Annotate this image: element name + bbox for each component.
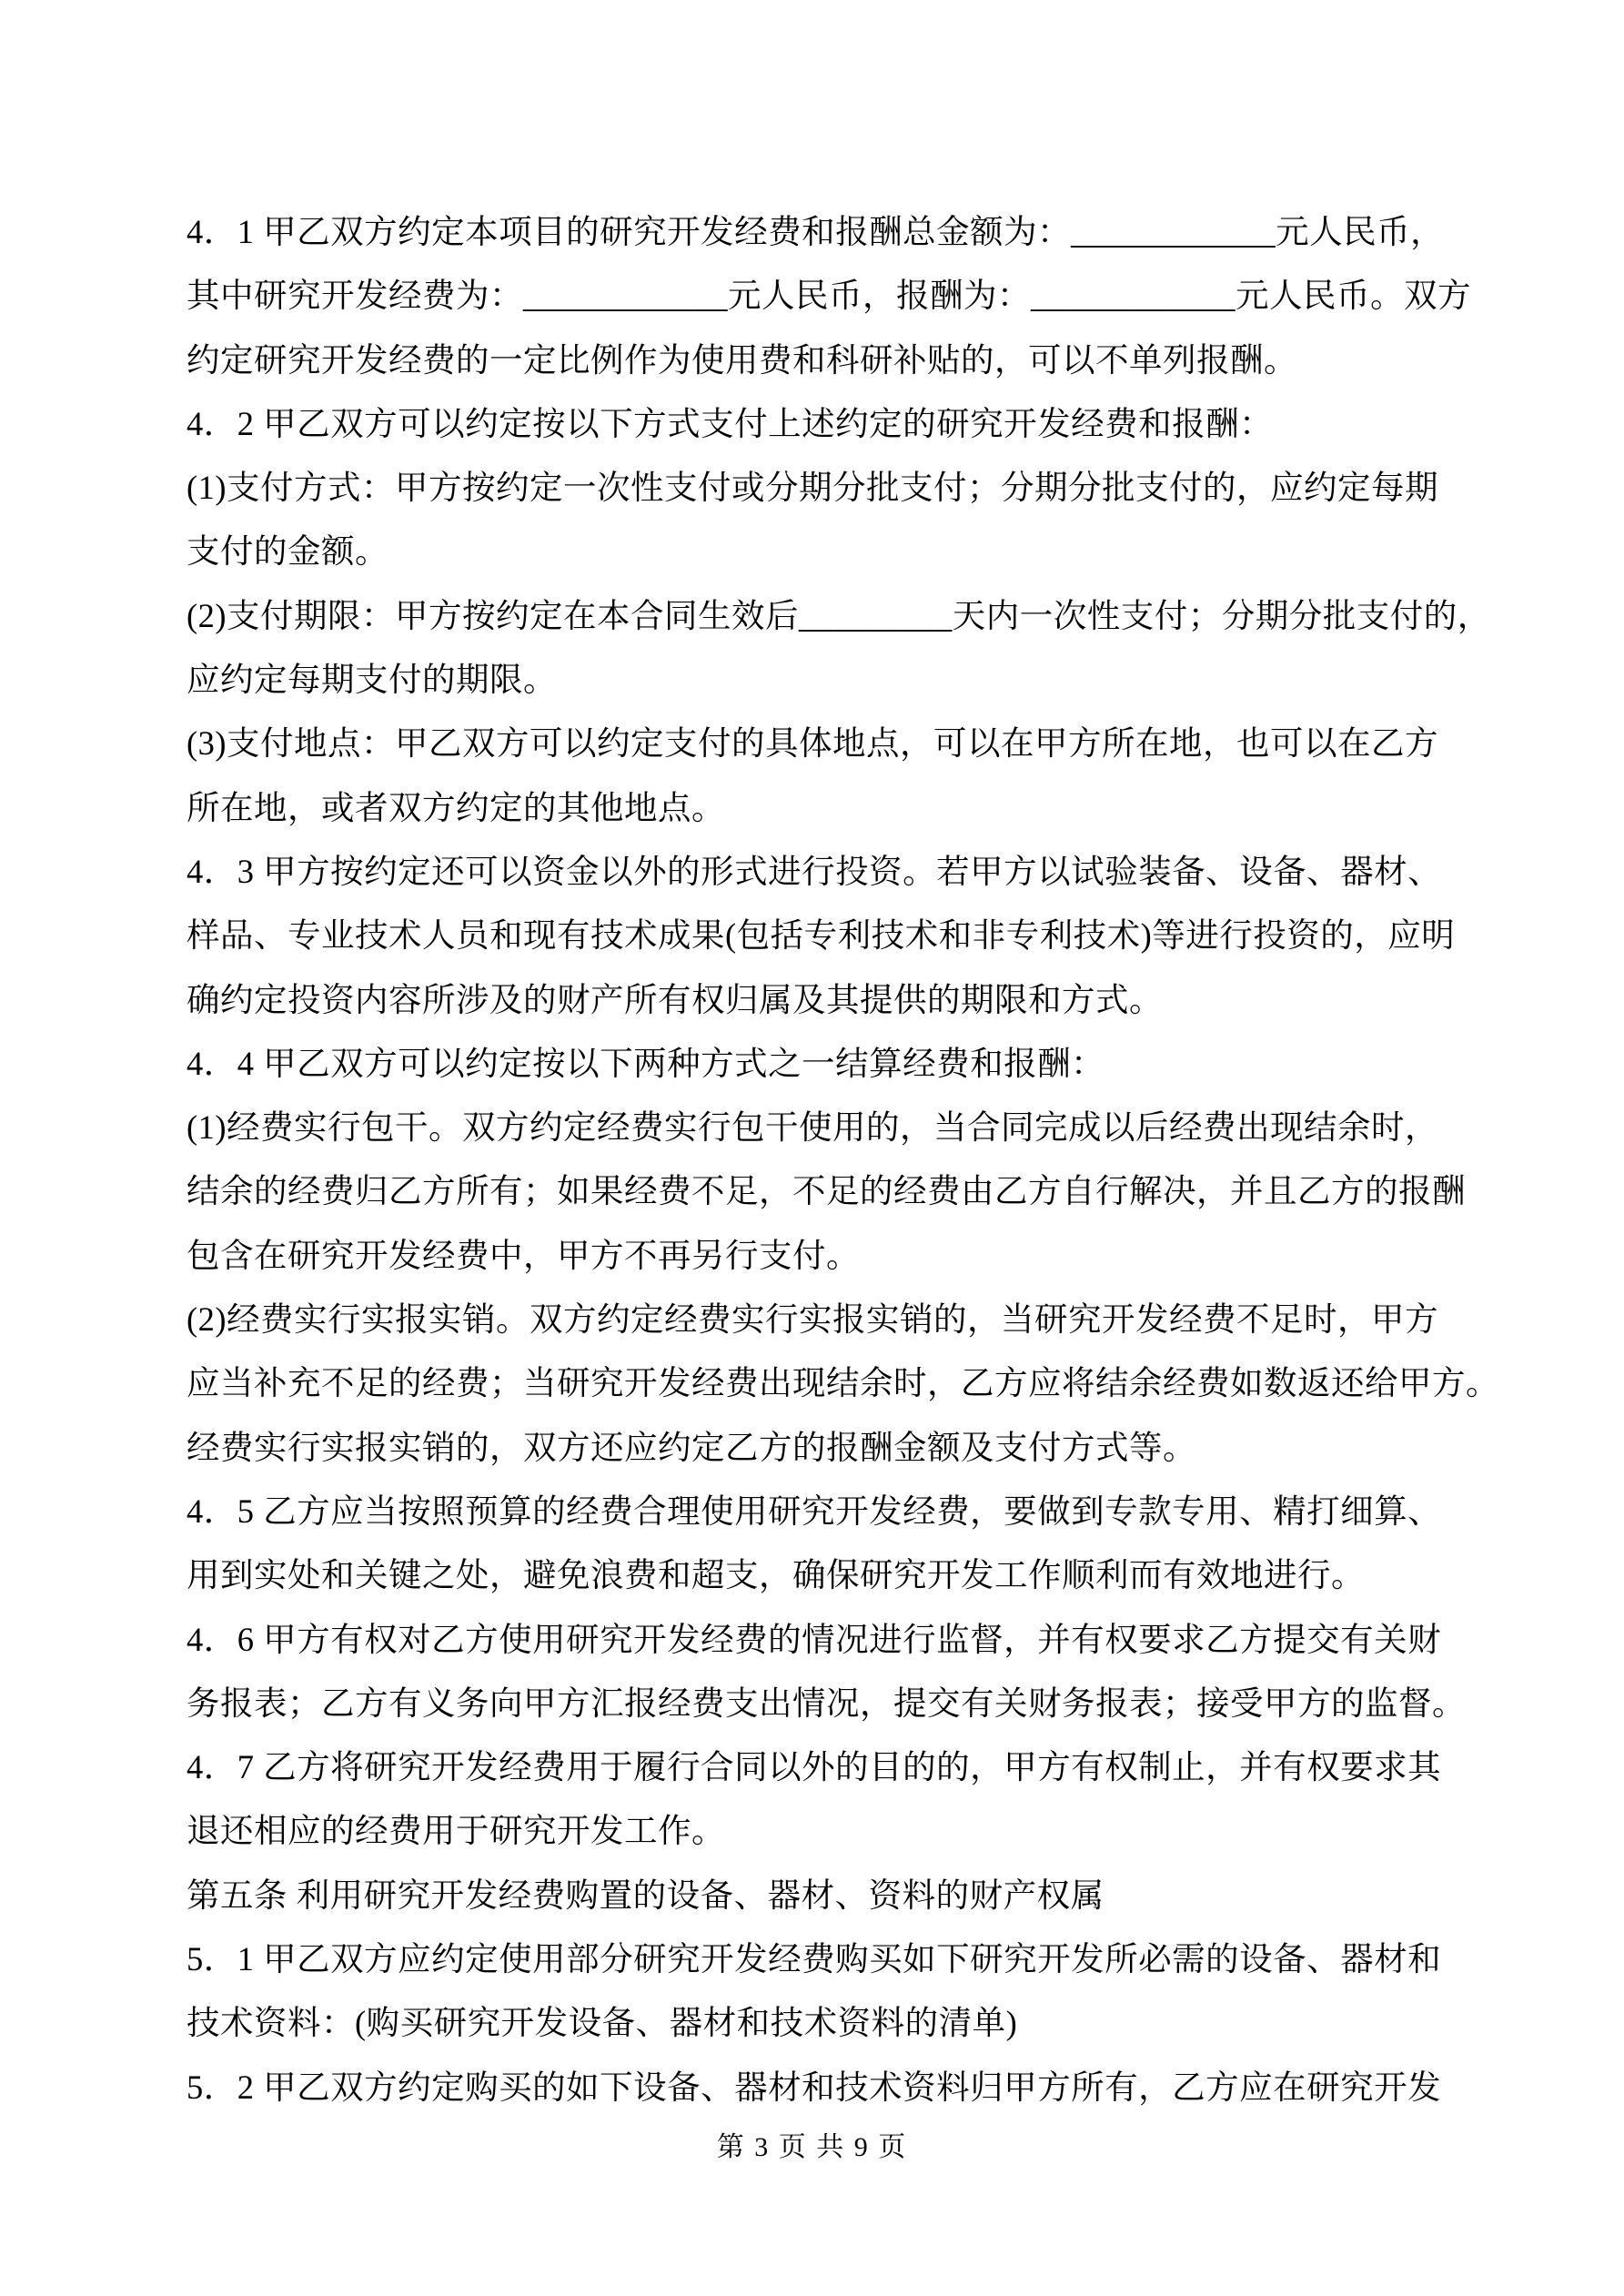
contract-line: (1)经费实行包干。双方约定经费实行包干使用的，当合同完成以后经费出现结余时， <box>187 1108 1439 1147</box>
contract-line: (2)支付期限：甲方按约定在本合同生效后_________天内一次性支付；分期分批支付的， <box>187 596 1491 634</box>
page-number-footer: 第 3 页 共 9 页 <box>716 2132 908 2162</box>
contract-body <box>187 200 1499 2119</box>
contract-line: 其中研究开发经费为：____________元人民币，报酬为：____________元人民币。双方 <box>187 277 1471 315</box>
contract-line: 应约定每期支付的期限。 <box>187 661 557 699</box>
contract-line: 样品、专业技术人员和现有技术成果(包括专利技术和非专利技术)等进行投资的，应明 <box>187 916 1456 955</box>
contract-line: 4．1 甲乙双方约定本项目的研究开发经费和报酬总金额为：____________元人民币， <box>187 213 1445 250</box>
contract-line: 支付的金额。 <box>187 532 388 571</box>
contract-line: 确约定投资内容所涉及的财产所有权归属及其提供的期限和方式。 <box>187 980 1163 1018</box>
contract-line: 经费实行实报实销的，双方还应约定乙方的报酬金额及支付方式等。 <box>187 1428 1196 1466</box>
contract-line: 用到实处和关键之处，避免浪费和超支，确保研究开发工作顺利而有效地进行。 <box>187 1556 1365 1594</box>
contract-line: 5．1 甲乙双方应约定使用部分研究开发经费购买如下研究开发所必需的设备、器材和 <box>187 1940 1442 1978</box>
contract-line: 所在地，或者双方约定的其他地点。 <box>187 788 725 826</box>
contract-line: 4．3 甲方按约定还可以资金以外的形式进行投资。若甲方以试验装备、设备、器材、 <box>187 852 1442 890</box>
contract-line: 技术资料：(购买研究开发设备、器材和技术资料的清单) <box>187 2004 1018 2042</box>
contract-line: 约定研究开发经费的一定比例作为使用费和科研补贴的，可以不单列报酬。 <box>187 340 1297 379</box>
contract-line: 4．7 乙方将研究开发经费用于履行合同以外的目的的，甲方有权制止，并有权要求其 <box>187 1748 1442 1786</box>
contract-line: 4．2 甲乙双方可以约定按以下方式支付上述约定的研究开发经费和报酬： <box>187 404 1274 442</box>
contract-line: 4．4 甲乙双方可以约定按以下两种方式之一结算经费和报酬： <box>187 1044 1105 1082</box>
contract-line-section-heading: 第五条 利用研究开发经费购置的设备、器材、资料的财产权属 <box>187 1876 1105 1914</box>
contract-line: (1)支付方式：甲方按约定一次性支付或分期分批支付；分期分批支付的，应约定每期 <box>187 469 1439 507</box>
contract-line: 4．6 甲方有权对乙方使用研究开发经费的情况进行监督，并有权要求乙方提交有关财 <box>187 1620 1442 1658</box>
contract-line: 5．2 甲乙双方约定购买的如下设备、器材和技术资料归甲方所有，乙方应在研究开发 <box>187 2068 1442 2106</box>
contract-line: 退还相应的经费用于研究开发工作。 <box>187 1812 725 1850</box>
contract-line: 务报表；乙方有义务向甲方汇报经费支出情况，提交有关财务报表；接受甲方的监督。 <box>187 1684 1466 1722</box>
contract-line: (3)支付地点：甲乙双方可以约定支付的具体地点，可以在甲方所在地，也可以在乙方 <box>187 724 1439 763</box>
contract-line: (2)经费实行实报实销。双方约定经费实行实报实销的，当研究开发经费不足时，甲方 <box>187 1300 1439 1339</box>
contract-line: 结余的经费归乙方所有；如果经费不足，不足的经费由乙方自行解决，并且乙方的报酬 <box>187 1172 1466 1210</box>
contract-line: 包含在研究开发经费中，甲方不再另行支付。 <box>187 1236 860 1274</box>
contract-line: 应当补充不足的经费；当研究开发经费出现结余时，乙方应将结余经费如数返还给甲方。 <box>187 1364 1499 1402</box>
contract-line: 4．5 乙方应当按照预算的经费合理使用研究开发经费，要做到专款专用、精打细算、 <box>187 1492 1442 1530</box>
